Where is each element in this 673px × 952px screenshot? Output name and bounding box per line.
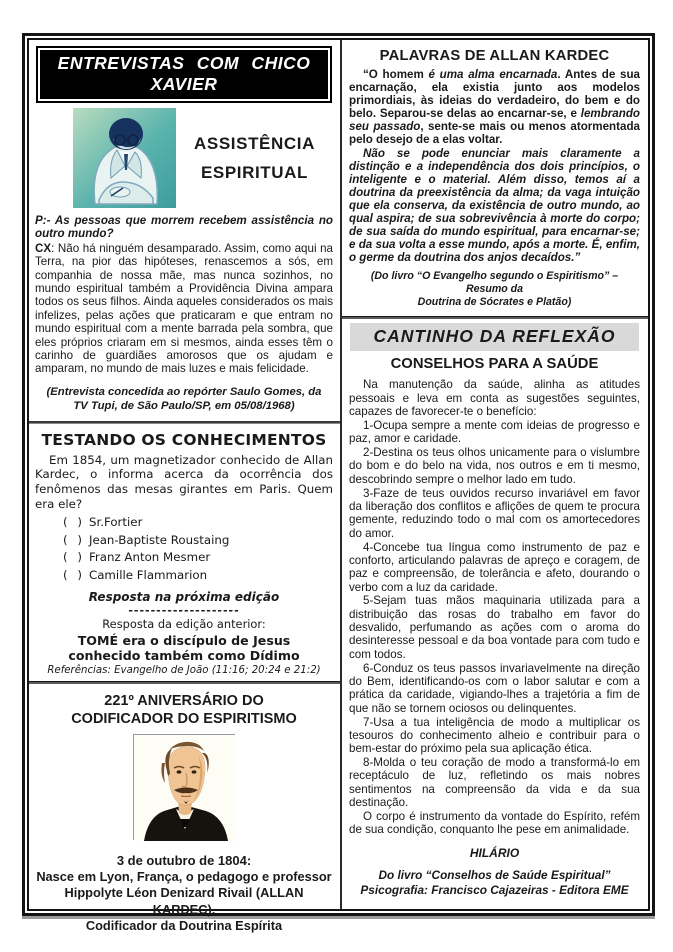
section-divider-heavy: [29, 681, 340, 684]
article-title-line2: ESPIRITUAL: [200, 162, 309, 182]
kardec-section-title: PALAVRAS DE ALLAN KARDEC: [379, 48, 610, 64]
quiz-previous-answer-label: Resposta da edição anterior:: [102, 616, 266, 631]
anniversary-title-line2: CODIFICADOR DO ESPIRITISMO: [71, 710, 297, 727]
book-reference: Do livro “Conselhos de Saúde Espiritual”: [378, 867, 611, 882]
quiz-references: Referências: Evangelho de João (11:16; 20:24 e 21:2): [47, 664, 321, 676]
conselhos-title: CONSELHOS PARA A SAÚDE: [390, 356, 599, 373]
anniversary-text-line2: Hippolyte Léon Denizard Rivail (ALLAN KARDEC),: [64, 885, 304, 917]
quote-segment-italic: lembrando seu passado: [349, 107, 640, 134]
kardec-quote-paragraph-2: Não se pode enunciar mais claramente a distinção e a independência dos dois princípios, o inteligente e o material. Além disso, temos aí a doutrina da preexistência da alma; da vaga intuição que ela conserva, da existência de outro mundo, ao qual aspira; de sua sobrevivência à morte do corpo; de sua saída do mundo espiritual, para encarnar-se; e da sua volta a esse mundo, após a morte. É, enfim, o germe da doutrina dos anjos decaídos.”: [349, 146, 640, 265]
quiz-option-label: Franz Anton Mesmer: [88, 550, 211, 565]
interview-question: P:- As pessoas que morrem recebem assistência no outro mundo?: [35, 214, 333, 241]
quiz-question: Em 1854, um magnetizador conhecido de Allan Kardec, o informa acerca da ocorrência dos fenômenos das mesas girantes em Paris. Quem era ele?: [35, 452, 333, 511]
kardec-source: [349, 270, 640, 309]
kardec-source-line1: (Do livro “O Evangelho segundo o Espiritismo” – Resumo da: [370, 270, 619, 296]
answer-body: : Não há ninguém desamparado. Assim, como aqui na Terra, na pior das hipóteses, renascemos a sós, em companhia de nossa mãe, mas nunca sozinhos, no mundo espiritual também a Providência Divina ampara todos os seus filhos. Ainda aqueles considerados os mais infelizes, pelas ações que praticaram e que entram no mundo espiritual com a mente barrada pela sombra, que eles próprios criaram em si mesmos, ainda esses têm o carinho de guardiães amorosos que os ajudam e amparam, no mundo de mais luzes e mais felicidade.: [35, 241, 333, 376]
conselhos-paragraph: 4-Concebe tua língua como instrumento de paz e conforto, articulando palavras de apreço e coragem, de paz e compreensão, de tolerância e afeto, dourando o verbo com a luz da caridade.: [349, 540, 640, 594]
section-header-entrevistas: ENTREVISTAS COM CHICO XAVIER: [36, 46, 332, 103]
interview-answer: [35, 242, 333, 376]
section-divider: [29, 421, 340, 424]
kardec-quote-paragraph-1: [349, 68, 640, 147]
signature: HILÁRIO: [469, 845, 520, 860]
checkbox-glyph: ( ): [63, 568, 85, 583]
dashed-divider: --------------------: [128, 603, 240, 617]
answer-prefix: CX: [35, 241, 52, 255]
quiz-section: [35, 431, 333, 676]
section-divider-heavy: [342, 316, 648, 319]
conselhos-paragraph: 5-Sejam tuas mãos maquinaria utilizada para a distribuição das rosas do trabalho em favor do desvalido, perfumando as ações com o aroma do desinteresse pessoal e da boa vontade para com tudo e com todos.: [349, 594, 640, 661]
conselhos-paragraph: Na manutenção da saúde, alinha as atitudes pessoais e leva em conta as sugestões seguintes, capazes de favorecer-te o benefício:: [349, 378, 640, 419]
quiz-option: [63, 514, 333, 532]
quiz-option: [63, 532, 333, 550]
quiz-next-answer-note: Resposta na próxima edição: [88, 589, 280, 604]
anniversary-text: [35, 869, 333, 935]
conselhos-paragraph: 6-Conduz os teus passos invariavelmente na direção do Bem, identificando-os com o labor salutar e com a prática da caridade, vigiando-lhes a trajetória a fim de que não se tornem ociosos ou delinquentes.: [349, 661, 640, 715]
checkbox-glyph: ( ): [63, 515, 85, 530]
left-column: [29, 40, 340, 934]
chico-xavier-illustration: [73, 108, 176, 208]
quiz-option-label: Camille Flammarion: [88, 568, 208, 583]
quote-segment-italic: é uma alma encarnada: [428, 68, 558, 81]
conselhos-body: [349, 378, 640, 836]
conselhos-paragraph: O corpo é instrumento da vontade do Espírito, refém de sua condição, conquanto lhe pese em animalidade.: [349, 809, 640, 837]
conselhos-paragraph: 8-Molda o teu coração de modo a transformá-lo em receptáculo de luz, refletindo os mais nobres sentimentos na compreensão da vida e da sua destinação.: [349, 756, 640, 810]
right-column: [342, 40, 648, 909]
interview-intro: [35, 108, 333, 208]
anniversary-date: 3 de outubro de 1804:: [116, 852, 252, 868]
allan-kardec-portrait: [133, 734, 235, 840]
kardec-source-line2: Doutrina de Sócrates e Platão): [417, 296, 572, 309]
quiz-option: [63, 549, 333, 567]
anniversary-section: [35, 692, 333, 935]
quote-segment: . Antes de sua encarnação, ela existia junto aos modelos primordiais, às ideias do verdadeiro, do bem e do belo. Separou-se delas ao encarnar-se, e: [349, 68, 640, 121]
article-title-line1: ASSISTÊNCIA: [194, 133, 315, 153]
quiz-option-label: Jean-Baptiste Roustaing: [88, 532, 230, 547]
anniversary-text-line3: Codificador da Doutrina Espírita: [85, 918, 283, 934]
psychography-credit: Psicografia: Francisco Cajazeiras - Editora EME: [360, 882, 629, 897]
interview-attribution: (Entrevista concedida ao repórter Saulo Gomes, da TV Tupi, de São Paulo/SP, em 05/08/1968): [46, 385, 322, 412]
quote-segment: “O homem: [363, 68, 429, 81]
checkbox-glyph: ( ): [63, 550, 85, 565]
quote-segment: , sente-se mais ou menos atormentada pelo desejo de a elas voltar.: [349, 120, 640, 147]
anniversary-title-line1: 221º ANIVERSÁRIO DO: [104, 692, 264, 709]
quiz-options: [63, 514, 333, 584]
reflexao-band-title: CANTINHO DA REFLEXÃO: [350, 323, 639, 351]
conselhos-paragraph: 1-Ocupa sempre a mente com ideias de progresso e paz, amor e caridade.: [349, 418, 640, 446]
conselhos-paragraph: 3-Faze de teus ouvidos recurso invariável em favor da liberação dos conflitos e aflições de quem te procura gemente, reduzindo todo o mal com os amortecedores do amor.: [349, 486, 640, 540]
quiz-option: [63, 567, 333, 585]
checkbox-glyph: ( ): [63, 532, 85, 547]
conselhos-paragraph: 7-Usa a tua inteligência de modo a multiplicar os tesouros do conhecimento alheio e contribuir para o bem-estar do próximo pela sua aplicação ética.: [349, 715, 640, 756]
quiz-title: TESTANDO OS CONHECIMENTOS: [41, 430, 327, 449]
anniversary-text-line1: Nasce em Lyon, França, o pedagogo e professor: [36, 868, 332, 884]
page-frame: [22, 33, 655, 934]
quiz-previous-answer: TOMÉ era o discípulo de Jesus conhecido também como Dídimo: [68, 632, 300, 664]
article-title: [176, 125, 333, 192]
anniversary-title: [35, 692, 333, 728]
quiz-option-label: Sr.Fortier: [88, 515, 143, 530]
conselhos-paragraph: 2-Destina os teus olhos unicamente para o vislumbre do bom e do belo na vida, nos outros e em ti mesmo, descobrindo sempre o melhor lado em tudo.: [349, 446, 640, 486]
